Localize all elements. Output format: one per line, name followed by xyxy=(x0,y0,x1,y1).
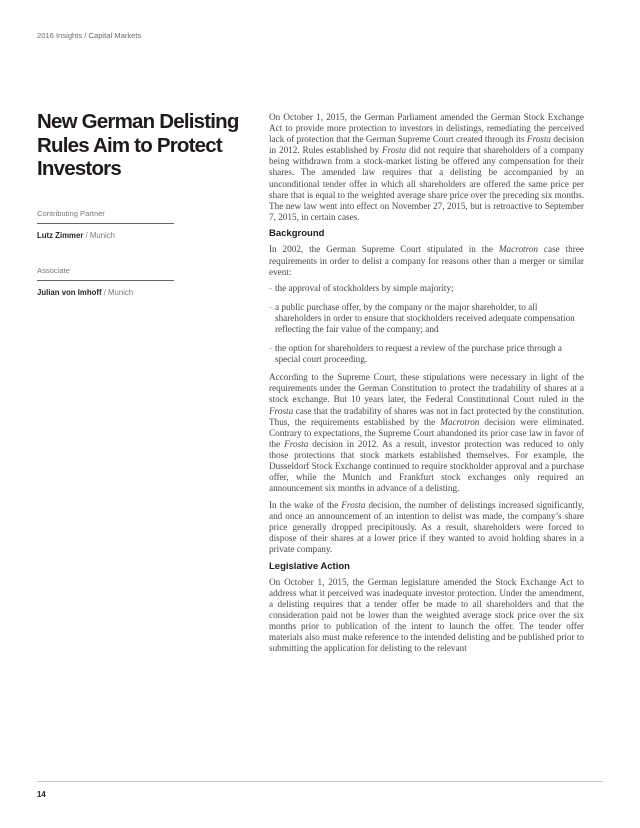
contributor-divider xyxy=(37,280,174,281)
section-heading-background: Background xyxy=(269,228,325,240)
intro-paragraph: On October 1, 2015, the German Parliament amended the German Stock Exchange Act to provide more protection to investors in delistings, remediating the perceived lack of protection that the German Supreme Court created through its Frosta decision in 2012. Rules established by Frosta did not require that shareholders of a company being withdrawn from a stock-market listing be offered any compensation for their shares. The amended law requires that a delisting be accompanied by an unconditional tender offer in which all shareholders are offered the same price per share that is equal to the weighted average share price over the preceding six months. The new law went into effect on November 27, 2015, but is retroactive to September 7, 2015, in certain cases. xyxy=(269,112,584,222)
contributor-name: Julian von Imhoff xyxy=(37,288,102,297)
contributor-name: Lutz Zimmer xyxy=(37,231,84,240)
contributor-divider xyxy=(37,223,174,224)
list-item: - the approval of stockholders by simple majority; xyxy=(269,283,584,294)
contributor-location: / Munich xyxy=(83,231,115,240)
section-heading-legislative-action: Legislative Action xyxy=(269,560,350,572)
page-title: New German Delisting Rules Aim to Protect Investors xyxy=(37,110,239,180)
background-paragraph: According to the Supreme Court, these stipulations were necessary in light of the requirements under the German Constitution to protect the tradability of shares at a stock exchange. But 10 years later, the Federal Constitutional Court ruled in the Frosta case that the tradability of shares was not in fact protected by the constitution. Thus, the requirements established by the Macrotron decision were eliminated. Contrary to expectations, the Supreme Court abandoned its prior case law in favor of the Frosta decision in 2012. As a result, investor protection was reduced to only those protections that stock markets established themselves. For example, the Dusseldorf Stock Exchange continued to require stockholder approval and a purchase offer, while the Munich and Frankfurt stock exchanges only required an announcement six months in advance of a delisting. xyxy=(269,372,585,494)
footer-divider xyxy=(37,781,603,782)
article-body xyxy=(269,112,584,660)
list-item: - the option for shareholders to request a review of the purchase price through a special court proceeding. xyxy=(269,343,584,365)
contributor-partner xyxy=(37,231,115,240)
list-item: - a public purchase offer, by the company or the major shareholder, to all shareholders in order to ensure that stockholders received adequate compensation reflecting the fair value of the company; and xyxy=(269,302,584,335)
breadcrumb: 2016 Insights / Capital Markets xyxy=(37,31,142,40)
requirements-list xyxy=(269,283,584,365)
legislative-paragraph: On October 1, 2015, the German legislature amended the Stock Exchange Act to address what it perceived was inadequate investor protection. Under the amendment, a delisting requires that a tender offer be made to all shareholders and that the consideration paid not be lower than the weighted average stock price over the six months prior to publication of the intent to launch the offer. The tender offer materials also must make reference to the intended delisting and be published prior to submitting the application for delisting to the relevant xyxy=(269,576,584,654)
background-paragraph: In the wake of the Frosta decision, the number of delistings increased significantly, and once an announcement of an intention to delist was made, the company’s share price generally dropped precipitously. As a result, shareholders were forced to dispose of their shares at a lower price if they wanted to avoid holding shares in a private company. xyxy=(269,499,584,555)
contributor-role-partner: Contributing Partner xyxy=(37,209,105,218)
contributor-associate xyxy=(37,288,133,297)
contributor-role-associate: Associate xyxy=(37,266,70,275)
page-number: 14 xyxy=(37,790,46,799)
background-paragraph: In 2002, the German Supreme Court stipulated in the Macrotron case three requirements in order to delist a company for reasons other than a merger or similar event: xyxy=(269,244,584,277)
contributor-location: / Munich xyxy=(101,288,134,297)
